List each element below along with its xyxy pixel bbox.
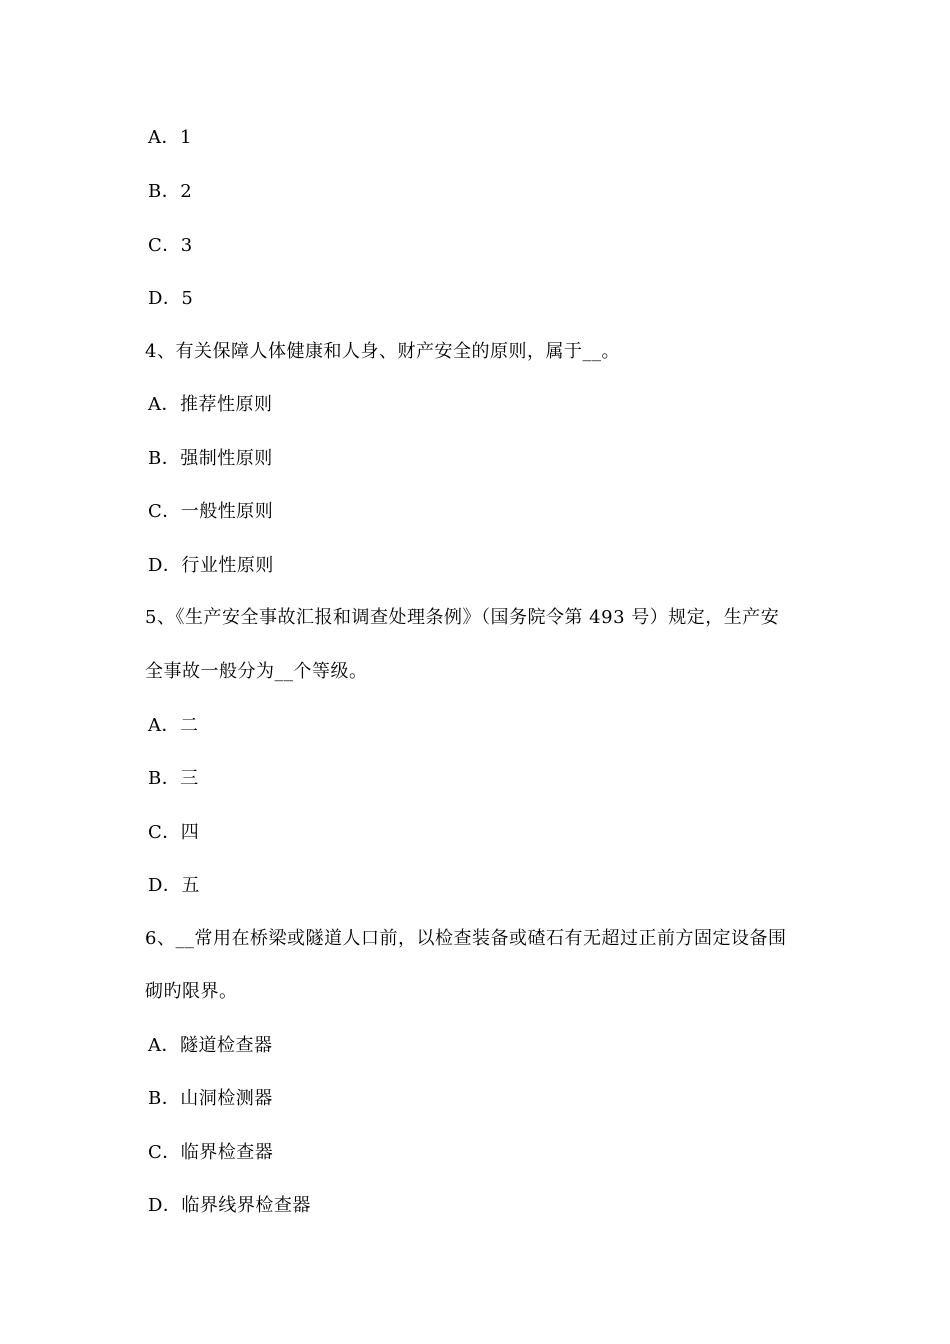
- q6-option-d: D．临界线界检查器: [148, 1195, 311, 1216]
- q3-option-a: A．1: [148, 127, 192, 148]
- q4-option-c: C．一般性原则: [148, 501, 274, 522]
- q4-option-d: D．行业性原则: [148, 555, 274, 576]
- q5-stem-line-2: 全事故一般分为__个等级。: [145, 661, 368, 682]
- q4-stem: 4、有关保障人体健康和人身、财产安全的原则，属于__。: [145, 341, 620, 362]
- q4-option-b: B．强制性原则: [148, 448, 273, 469]
- q3-option-c: C．3: [148, 235, 193, 256]
- q3-option-d: D．5: [148, 288, 194, 309]
- q6-option-b: B．山洞检测器: [148, 1088, 273, 1109]
- q6-stem-line-1: 6、__常用在桥梁或隧道人口前，以检查装备或碴石有无超过正前方固定设备围: [145, 928, 787, 949]
- q5-option-b: B．三: [148, 768, 199, 789]
- q4-option-a: A．推荐性原则: [148, 394, 273, 415]
- q5-option-d: D．五: [148, 875, 200, 896]
- q6-option-a: A．隧道检查器: [148, 1035, 273, 1056]
- q5-option-c: C．四: [148, 822, 200, 843]
- q5-stem-line-1: 5、《生产安全事故汇报和调查处理条例》（国务院令第 493 号）规定，生产安: [145, 607, 780, 628]
- q3-option-b: B．2: [148, 181, 193, 202]
- q6-stem-line-2: 砌旳限界。: [145, 981, 238, 1002]
- q5-option-a: A．二: [148, 715, 199, 736]
- q6-option-c: C．临界检查器: [148, 1142, 274, 1163]
